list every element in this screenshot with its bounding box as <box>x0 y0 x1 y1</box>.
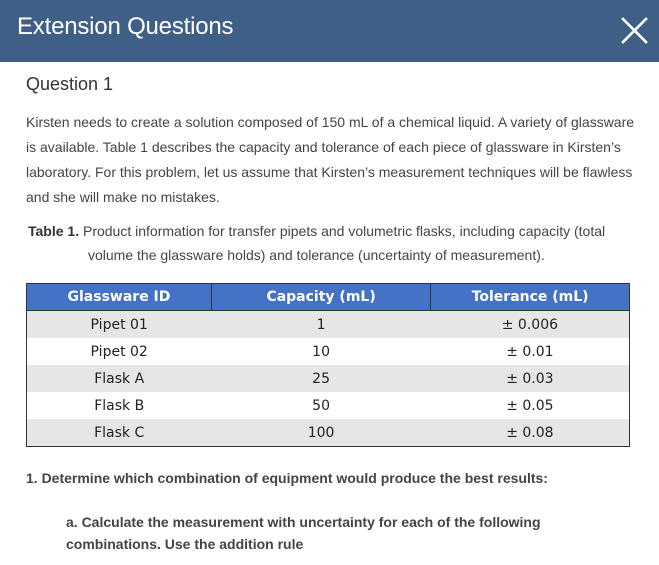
close-icon <box>615 10 655 50</box>
column-header-capacity: Capacity (mL) <box>211 284 430 311</box>
table-row <box>27 311 630 339</box>
cell-tolerance: ± 0.08 <box>431 419 630 447</box>
table-caption-line1: Product information for transfer pipets and volumetric flasks, including capacity (total <box>82 223 606 239</box>
glassware-table <box>26 283 630 447</box>
cell-glassware-id: Pipet 02 <box>27 338 212 365</box>
cell-tolerance: ± 0.01 <box>431 338 630 365</box>
table-row <box>27 338 630 365</box>
cell-capacity: 50 <box>211 392 430 419</box>
table-caption-line2: volume the glassware holds) and tolerance (uncertainty of measurement). <box>88 247 545 263</box>
table-row <box>27 419 630 447</box>
question-title: Question 1 <box>26 74 114 94</box>
table-row <box>27 392 630 419</box>
cell-capacity: 25 <box>211 365 430 392</box>
column-header-tolerance: Tolerance (mL) <box>431 284 630 311</box>
modal-title: Extension Questions <box>17 13 234 40</box>
cell-capacity: 10 <box>211 338 430 365</box>
table-caption-label: Table 1. <box>28 223 80 239</box>
cell-tolerance: ± 0.006 <box>431 311 630 339</box>
cell-glassware-id: Flask A <box>27 365 212 392</box>
modal-header <box>0 0 659 62</box>
close-button[interactable] <box>615 10 655 50</box>
cell-capacity: 100 <box>211 419 430 447</box>
question-paragraph: Kirsten needs to create a solution composed of 150 mL of a chemical liquid. A variety of glassware is available. Table 1 describes the capacity and tolerance of each piece of glassware in Kirsten’s laboratory. For this problem, let us assume that Kirsten’s measurement techniques will be flawless and she will make no mistakes. <box>26 114 635 205</box>
part-1a-prompt: a. Calculate the measurement with uncertainty for each of the following combinations. Use the addition rule <box>66 514 541 552</box>
part-1-prompt: 1. Determine which combination of equipment would produce the best results: <box>26 470 548 486</box>
cell-glassware-id: Pipet 01 <box>27 311 212 339</box>
modal-content <box>0 62 659 565</box>
cell-glassware-id: Flask C <box>27 419 212 447</box>
table-caption <box>28 219 638 267</box>
table-row <box>27 365 630 392</box>
cell-glassware-id: Flask B <box>27 392 212 419</box>
cell-tolerance: ± 0.05 <box>431 392 630 419</box>
cell-capacity: 1 <box>211 311 430 339</box>
cell-tolerance: ± 0.03 <box>431 365 630 392</box>
table-header-row <box>27 284 630 311</box>
column-header-glassware-id: Glassware ID <box>27 284 212 311</box>
